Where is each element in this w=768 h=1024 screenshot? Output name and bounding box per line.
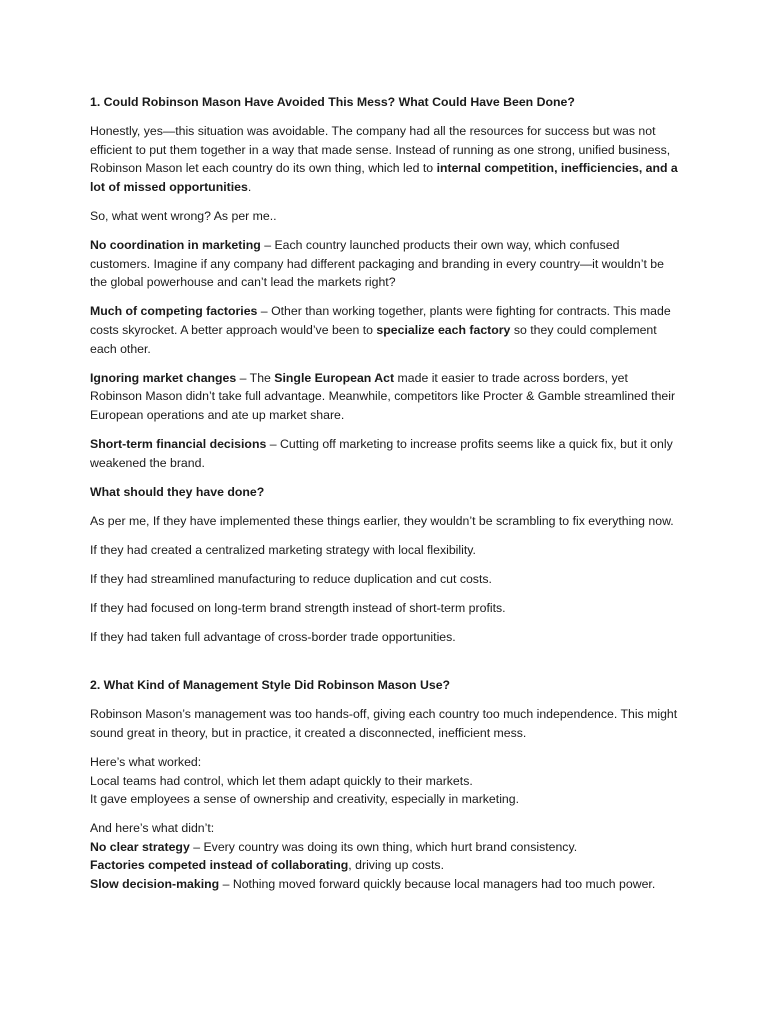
section-1-intro — [90, 122, 680, 196]
point-short-term-title: Short-term financial decisions — [90, 436, 267, 451]
didnt-item-title: No clear strategy — [90, 839, 190, 854]
didnt-title: And here’s what didn’t: — [90, 821, 215, 836]
point-factories-bold: specialize each factory — [376, 322, 511, 337]
point-market-text-a: – The — [236, 370, 275, 385]
point-market-text-b: made it easier to trade across borders, yet Robinson Mason didn’t take full advantage. Meanwhile, competitors like Procter & Gamble streamlined their European operations and ate up market share. — [90, 370, 676, 422]
point-marketing — [90, 236, 680, 292]
went-wrong-line: So, what went wrong? As per me.. — [90, 208, 277, 223]
point-short-term — [90, 435, 680, 472]
worked-title: Here’s what worked: — [90, 754, 202, 769]
intro-bold-text: internal competition, inefficiencies, and a lot of missed opportunities — [90, 161, 678, 194]
point-factories — [90, 302, 680, 358]
intro-end: . — [247, 179, 252, 194]
didnt-item-title: Factories competed instead of collaborating — [90, 858, 349, 873]
point-factories-title: Much of competing factories — [90, 304, 258, 319]
didnt-item — [90, 875, 680, 894]
recommendation-intro: As per me, If they have implemented these things earlier, they wouldn’t be scrambling to fix everything now. — [90, 513, 674, 528]
recommendation-item: If they had taken full advantage of cross-border trade opportunities. — [90, 630, 456, 645]
intro-text: Honestly, yes—this situation was avoidable. The company had all the resources for success but was not efficient to put them together in a way that made sense. Instead of running as one strong, unified business, Robinson Mason let each country do its own thing, which led to — [90, 124, 671, 176]
point-factories-text-b: so they could complement each other. — [90, 322, 657, 356]
document-page — [90, 93, 680, 904]
didnt-item — [90, 838, 680, 857]
section-1-heading: 1. Could Robinson Mason Have Avoided This Mess? What Could Have Been Done? — [90, 95, 575, 109]
point-market-changes — [90, 369, 680, 425]
didnt-item-text: , driving up costs. — [348, 858, 444, 873]
recommendation-item: If they had streamlined manufacturing to reduce duplication and cut costs. — [90, 571, 492, 586]
didnt-block — [90, 819, 680, 893]
recommendation-item: If they had created a centralized marketing strategy with local flexibility. — [90, 542, 476, 557]
section-1-subheading: What should they have done? — [90, 484, 265, 499]
recommendation-item: If they had focused on long-term brand strength instead of short-term profits. — [90, 600, 506, 615]
didnt-item-title: Slow decision-making — [90, 877, 220, 891]
section-2-heading: 2. What Kind of Management Style Did Robinson Mason Use? — [90, 678, 451, 693]
section-spacer — [90, 657, 680, 676]
point-market-bold: Single European Act — [274, 370, 395, 385]
worked-block — [90, 753, 680, 809]
didnt-item-text: – Every country was doing its own thing, which hurt brand consistency. — [189, 839, 578, 854]
didnt-item-text: – Nothing moved forward quickly because local managers had too much power. — [219, 877, 656, 891]
point-factories-text-a: – Other than working together, plants were fighting for contracts. This made costs skyrocket. A better approach would’ve been to — [90, 304, 671, 337]
point-short-term-text: – Cutting off marketing to increase profits seems like a quick fix, but it only weakened the brand. — [90, 436, 673, 470]
point-market-title: Ignoring market changes — [90, 370, 237, 385]
worked-item: It gave employees a sense of ownership and creativity, especially in marketing. — [90, 792, 520, 807]
point-marketing-text: – Each country launched products their own way, which confused customers. Imagine if any company had different packaging and branding in every country—it wouldn’t be the global powerhouse and can’t lead the markets right? — [90, 238, 664, 290]
didnt-item — [90, 856, 680, 875]
worked-item: Local teams had control, which let them adapt quickly to their markets. — [90, 773, 473, 788]
section-2-intro: Robinson Mason’s management was too hands-off, giving each country too much independence. This might sound great in theory, but in practice, it created a disconnected, inefficient mess. — [90, 707, 678, 740]
point-marketing-title: No coordination in marketing — [90, 238, 261, 253]
